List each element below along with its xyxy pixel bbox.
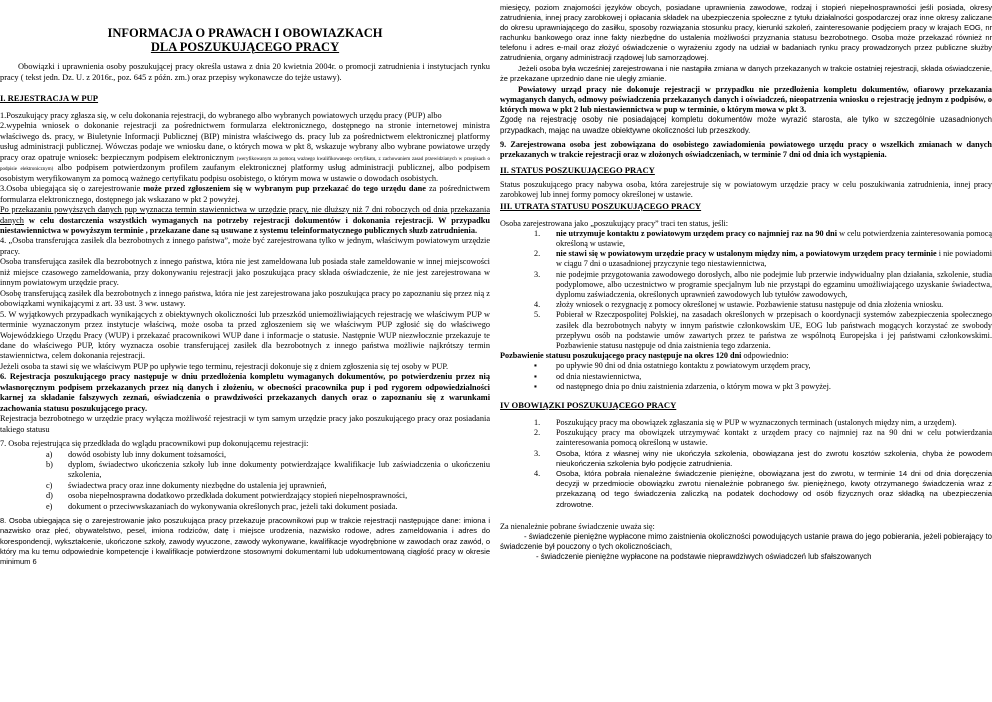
- point-3-continuation: [0, 205, 490, 236]
- section-4-heading: IV OBOWIĄZKI POSZUKUJĄCEGO PRACY: [500, 400, 677, 411]
- list-label: a): [46, 449, 53, 459]
- point-2: [0, 121, 490, 184]
- duties-list-item: [500, 449, 992, 469]
- bullet-icon: ▪: [534, 361, 537, 371]
- list-text-rest: i nie powiadomi w ciągu 7 dni o uzasadnionej przyczynie tego niestawiennictwa,: [556, 249, 992, 269]
- duties-list-item: [500, 469, 992, 510]
- point-4c: Osobę transferującą zasiłek dla bezrobotnych z innego państwa, która nie jest zarejestrowana jako poszukująca pracy po zapoznaniu się przez nią z obowiązkami wynikającymi z art. 33 ust. 3 ww. ustawy.: [0, 288, 490, 309]
- loss-intro: Osoba zarejestrowana jako „poszukujący pracy” traci ten status, jeśli:: [500, 218, 729, 228]
- loss-list: [500, 229, 992, 351]
- point-8-cont-text: miesięcy, poziom znajomości języków obcych, posiadane uprawnienia zawodowe, rodzaj i stopień niepełnosprawności jeśli posiada, okresy zatrudnienia, innej pracy zarobkowej i opłacania składek na ubezpieczenia społeczne z tytułu działalności gospodarczej oraz inne okresy zaliczane do okresu uprawniającego do zasiłku, sposoby rozwiązania stosunku pracy, kierunki szkoleń, zainteresowanie podjęciem pracy w krajach EOG, nr rachunku bankowego oraz inne fakty niezbędne do ustalenia możliwości przyznania statusu bezrobotnego. Osoba może przekazać również nr telefonu i adres e-mail oraz złożyć oświadczenie o wyrażeniu zgody na udział w badaniach rynku pracy prowadzonych przez publiczne służby zatrudnienia, organy administracji rządowej lub samorządowej.: [500, 3, 992, 63]
- list-label: c): [46, 480, 53, 490]
- undue-benefit-item-1: - świadczenie pieniężne wypłacone mimo zaistnienia okoliczności powodujących ustanie prawa do jego pobierania, jeżeli pobierający to świadczenie był pouczony o tych okolicznościach,: [500, 532, 992, 552]
- section-1-body: [0, 111, 490, 450]
- undue-benefit-intro: Za nienależnie pobrane świadczenie uważa się:: [500, 521, 655, 531]
- point-4a: 4. „Osoba transferująca zasiłek dla bezrobotnych z innego państwa”, może być zarejestrowana tylko w jednym, właściwym powiatowym urzędzie pracy.: [0, 236, 490, 256]
- point-6b: Rejestracja bezrobotnego w urzędzie pracy wyłącza możliwość rejestracji w tym samym urzędzie pracy jako poszukującego pracy oraz posiadania takiego statusu: [0, 414, 490, 434]
- section-3-heading: III. UTRATA STATUSU POSZUKUJĄCEGO PRACY: [500, 200, 702, 211]
- duties-list: [500, 418, 992, 510]
- intro-paragraph: Obowiązki i uprawnienia osoby poszukującej pracy określa ustawa z dnia 20 kwietnia 2004r. o promocji zatrudnienia i instytucjach rynku pracy ( tekst jedn. Dz. U. z 2016r., poz. 645 z późn. zm.) oraz przepisy wykonawcze do tejże ustawy).: [0, 62, 490, 82]
- list-label: 1.: [534, 418, 541, 428]
- point-2-text-a: 2.wypełnia wniosek o dokonanie rejestracji za pośrednictwem formularza elektronicznego, dostępnego na stronie internetowej ministra właściwego ds. pracy, w Biuletynie Informacji Publicznej (BIP) ministra właściwego ds. pracy lub za pośrednictwem elektronicznej platformy usług administracji publicznej. Wówczas podaje we wniosku dane, o których mowa w pkt 8, wskazuje wybrany albo wybrane powiatowe urzędy pracy oraz opatruje wniosek: bezpiecznym podpisem elektronicznym: [0, 121, 490, 162]
- list-label: 4.: [534, 300, 541, 310]
- list-text: Poszukujący pracy ma obowiązek utrzymywać kontakt z urzędem pracy co najmniej raz na 90 dni w celu potwierdzania zainteresowania pomocą określoną w ustawie.: [556, 428, 992, 448]
- list-label: 2.: [534, 428, 541, 438]
- loss-list-item: [500, 270, 992, 301]
- bullet-text: po upływie 90 dni od dnia ostatniego kontaktu z powiatowym urzędem pracy,: [556, 361, 811, 371]
- documents-list-item: [0, 460, 490, 481]
- loss-list-item: [500, 249, 992, 269]
- documents-list-item: [0, 481, 490, 491]
- duties-list-item: [500, 428, 992, 448]
- bullet-item: [500, 372, 992, 382]
- point-2-text-b: albo podpisem potwierdzonym profilem zaufanym elektronicznej platformy usług administracji publicznej, albo podpisem osobistym weryfikowanym za pomocą ważnego certyfikatu podpisu osobistego, o którym mowa w ustawie o dowodach osobistych.: [0, 163, 490, 183]
- bullet-item: [500, 382, 992, 392]
- list-label: b): [46, 459, 53, 469]
- status-paragraph: Status poszukującego pracy nabywa osoba, która zarejestruje się w powiatowym urzędzie pracy w celu poszukiwania zatrudnienia, innej pracy zarobkowej lub innej formy pomocy określonej w ustawie.: [500, 180, 992, 200]
- point-1: 1.Poszukujący pracy zgłasza się, w celu dokonania rejestracji, do wybranego albo wybranych powiatowych urzędu pracy (PUP) albo: [0, 111, 442, 120]
- list-text: [556, 249, 992, 269]
- point-7: 7. Osoba rejestrująca się przedkłada do wglądu pracownikowi pup dokonującemu rejestracji:: [0, 439, 309, 449]
- list-text: osoba niepełnosprawna dodatkowo przedkłada dokument potwierdzający stopień niepełnosprawności,: [68, 491, 408, 501]
- point-3-text-a: 3.Osoba ubiegająca się o zarejestrowanie: [0, 184, 144, 194]
- point-3-bold: może przed zgłoszeniem się w wybranym pup przekazać do tego urzędu dane: [143, 184, 426, 194]
- point-5a: 5. W wyjątkowych przypadkach wynikających z obiektywnych okoliczności lub przeszkód uniemożliwiających rejestrację we właściwym PUP w terminie wyznaczonym przez instytucje właściwą, może osoba ta przed zgłoszeniem się we właściwym PUP zgłosić się do właściwego Wojewódzkiego Urzędu Pracy (WUP) i przekazać pracownikowi WUP dane i informacje o statusie. Następnie WUP niezwłocznie przekazuje te dane do właściwego PUP, który wyznacza osobie transferującej zasiłek dla bezrobotnych z innego państwa możliwie najkrótszy termin stawiennictwa, celem dokonania rejestracji.: [0, 309, 490, 361]
- list-text: nie podejmie przygotowania zawodowego dorosłych, albo nie podejmie lub przerwie indywidualny plan działania, szkolenie, studia podyplomowe, albo uczestnictwo w programie specjalnym lub nie przystąpi do egzaminu umożliwiającego uzyskanie świadectwa, dyplomu zaświadczenia, określonych uprawnień zawodowych lub tytułów zawodowych,: [556, 269, 992, 299]
- list-text-bold: nie stawi się w powiatowym urzędzie pracy w ustalonym między nim, a powiatowym urzędem pracy terminie: [556, 249, 937, 259]
- point-3-bold-2: w celu dostarczenia wszystkich wymaganych na potrzeby rejestracji dokumentów i dokonania rejestracji. W przypadku niestawiennictwa w powyższym terminie , przekazane dane są usuwane z systemu teleinformatycznego publicznych słuzb zatrudnienia.: [0, 215, 490, 235]
- left-column: [0, 0, 490, 702]
- list-text: Osoba, która pobrała nienależne świadczenie pieniężne, obowiązana jest do zwrotu, w terminie 14 dni od dnia doręczenia decyzji w przedmiocie obowiązku zwrotu nienależnie pobranego św. pieniężnego, kwoty otrzymanego świadczenia wraz z przekazaną od tego świadczenia zaliczką na podatek dochodowy od osób fizycznych oraz składką na ubezpieczenia zdrowotne.: [556, 469, 992, 509]
- undue-benefit-item-2: - świadczenie pieniężne wypłacone na podstawie nieprawdziwych oświadczeń lub sfałszowanych: [536, 552, 872, 562]
- list-label: 3.: [534, 448, 541, 458]
- list-text: Poszukujący pracy ma obowiązek zgłaszania się w PUP w wyznaczonych terminach (ustalonych między nim, a urzędem).: [556, 418, 957, 428]
- list-label: 1.: [534, 228, 541, 238]
- documents-list: [0, 450, 490, 513]
- list-label: 3.: [534, 269, 541, 279]
- bullet-icon: ▪: [534, 381, 537, 391]
- list-label: 2.: [534, 249, 541, 259]
- documents-list-item: [0, 502, 490, 512]
- list-text: dokument o przeciwwskazaniach do wykonywania określonych prac, jeżeli taki dokument posiada.: [68, 501, 398, 511]
- list-text: dowód osobisty lub inny dokument tożsamości,: [68, 449, 227, 459]
- list-label: e): [46, 501, 53, 511]
- list-text: dyplom, świadectwo ukończenia szkoły lub inne dokumenty potwierdzające kwalifikacje lub zaświadczenia o ukończeniu szkolenia,: [68, 459, 490, 480]
- bullet-icon: ▪: [534, 371, 537, 381]
- list-text: świadectwa pracy oraz inne dokumenty niezbędne do ustalenia jej uprawnień,: [68, 480, 327, 490]
- list-label: 4.: [534, 469, 541, 479]
- point-3-text-c: za pośrednictwem formularza elektronicznego, dostępnego jak wskazano w pkt 2 powyżej.: [0, 184, 490, 204]
- right-column: [500, 0, 992, 702]
- deprivation-bold: Pozbawienie statusu poszukującego pracy następuje na okres 120 dni: [500, 351, 742, 361]
- deprivation-bullets: [500, 361, 992, 392]
- point-6a: 6. Rejestracja poszukującego pracy następuje w dniu przedłożenia kompletu wymaganych dokumentów, po potwierdzeniu przez nią własnoręcznym podpisem przekazanych przez nią danych i złożeniu, w obecności pracownika pup i pod rygorem odpowiedzialności karnej za składanie fałszywych zeznań, oświadczenia o prawdziwości przekazanych danych oraz o zapoznaniu się z warunkami zachowania statusu poszukującego pracy.: [0, 372, 490, 413]
- deprivation-rest: odpowiednio:: [741, 351, 789, 361]
- list-text: [556, 229, 992, 249]
- previous-registration-note: Jeżeli osoba była wcześniej zarejestrowana i nie nastąpiła zmiana w danych przekazanych w trakcie ostatniej rejestracji, składa oświadczenie, że przekazane uprzednio dane nie uległy zmianie.: [500, 63, 992, 83]
- documents-list-item: [0, 491, 490, 501]
- no-registration-paragraph: Powiatowy urząd pracy nie dokonuje rejestracji w przypadku nie przedłożenia kompletu dokumentów, ofiarowy przekazania wymaganych danych, odmowy poświadczenia przekazanych danych i oświadczeń, nieopatrzenia wniosku o rejestrację jednym z podpisów, o których mowa w pkt 2 lub niestawiennictwa w pup w terminie, o którym mowa w pkt 3.: [500, 84, 992, 115]
- deprivation-paragraph: [500, 351, 992, 361]
- point-4b: Osoba transferująca zasiłek dla bezrobotnych z innego państwa, która nie jest zameldowana lub posiada stałe zameldowanie w innej miejscowości niż miejsce czasowego zameldowania, przy dokonywaniu rejestracji jako poszukująca pracy składa oświadczenie, że nie jest zarejestrowana w innym powiatowym urzędzie pracy.: [0, 257, 490, 288]
- point-2-small-note: (weryfikowanym za pomocą ważnego kwalifikowanego certyfikatu, z zachowaniem zasad przewidzianych w przepisach o podpisie elektronicznym): [0, 156, 490, 173]
- point-8: 8. Osoba ubiegająca się o zarejestrowanie jako poszukująca pracy przekazuje pracownikowi pup w trakcie rejestracji następujące dane: imiona i nazwisko oraz płeć, obywatelstwo, pesel, imiona rodziców, datę i miejsce urodzenia, nazwisko rodowe, adres zameldowania i adres do korespondencji, wykształcenie, ukończone szkoły, zawody wyuczone, zawody wykonywane, kwalifikacje wyodrębnione w zawodach oraz zawód, o który ma ku temu odpowiednie kompetencje i kwalifikacje potwierdzone stosownymi dokumentami lub udokumentowaną ciągłość pracy w okresie minimum 6: [0, 516, 490, 567]
- starosta-consent-paragraph: Zgodę na rejestrację osoby nie posiadającej kompletu dokumentów może wyrazić starosta, ale tylko w szczególnie uzasadnionych przypadkach, mając na uwadze obiektywne okoliczności lub przeszkody.: [500, 115, 992, 135]
- document-title-line2: DLA POSZUKUJĄCEGO PRACY: [150, 40, 340, 54]
- bullet-text: od dnia niestawiennictwa,: [556, 371, 642, 381]
- list-text: złoży wniosek o rezygnację z pomocy określonej w ustawie. Pozbawienie statusu następuje od dnia złożenia wniosku.: [556, 300, 944, 310]
- section-2-heading: II. STATUS POSZUKUJĄCEGO PRACY: [500, 165, 655, 176]
- list-text-bold: nie utrzymuje kontaktu z powiatowym urzędem pracy co najmniej raz na 90 dni: [556, 228, 838, 238]
- loss-list-item: [500, 300, 992, 310]
- bullet-text: od następnego dnia po dniu zaistnienia zdarzenia, o którym mowa w pkt 3 powyżej.: [556, 381, 831, 391]
- point-8-continuation: [500, 3, 992, 84]
- point-5b: Jeżeli osoba ta stawi się we właściwym PUP po upływie tego terminu, rejestracji dokonuje się z dniem zgłoszenia się tej osoby w PUP.: [0, 361, 449, 371]
- document-title-line1: INFORMACJA O PRAWACH I OBOWIAZKACH: [107, 26, 383, 40]
- point-3-underlined: Po przekazaniu powyższych danych pup wyznacza termin stawiennictwa w urzędzie pracy, nie dłuższy niż 7 dni roboczych od dnia przekazania danych: [0, 205, 490, 225]
- list-text-rest: w celu potwierdzenia zainteresowania pomocą określoną w ustawie,: [556, 228, 992, 248]
- loss-list-item: [500, 229, 992, 249]
- list-text: Pobierał w Rzeczpospolitej Polskiej, na zasadach określonych w przepisach o koordynacji systemów zabezpieczenia społecznego zasiłek dla bezrobotnych nabyty w innym państwie członkowskim UE, EOG lub państwach mogących korzystać ze swobody przepływu osób na podstawie umów zawartych przez te państwa ze wspólnotą Europejska i jej państwami członkowskimi. Pozbawienie statusu następuje od dnia zaistnienia tego zdarzenia.: [556, 310, 992, 351]
- bullet-item: [500, 361, 992, 371]
- section-1-heading: I. REJESTRACJA W PUP: [0, 93, 99, 103]
- list-label: 5.: [534, 310, 541, 320]
- loss-list-item: [500, 310, 992, 351]
- point-9: 9. Zarejestrowana osoba jest zobowiązana do osobistego zawiadomienia powiatowego urzędu pracy o wszelkich zmianach w danych przekazanych w trakcie rejestracji oraz w złożonych oświadczeniach, w terminie 7 dni od dnia ich wystąpienia.: [500, 139, 992, 159]
- list-label: d): [46, 491, 53, 501]
- documents-list-item: [0, 450, 490, 460]
- list-text: Osoba, która z własnej winy nie ukończyła szkolenia, obowiązana jest do zwrotu kosztów szkolenia, chyba że powodem nieukończenia szkolenia było podjęcie zatrudnienia.: [556, 448, 992, 468]
- duties-list-item: [500, 418, 992, 428]
- point-3: [0, 184, 490, 205]
